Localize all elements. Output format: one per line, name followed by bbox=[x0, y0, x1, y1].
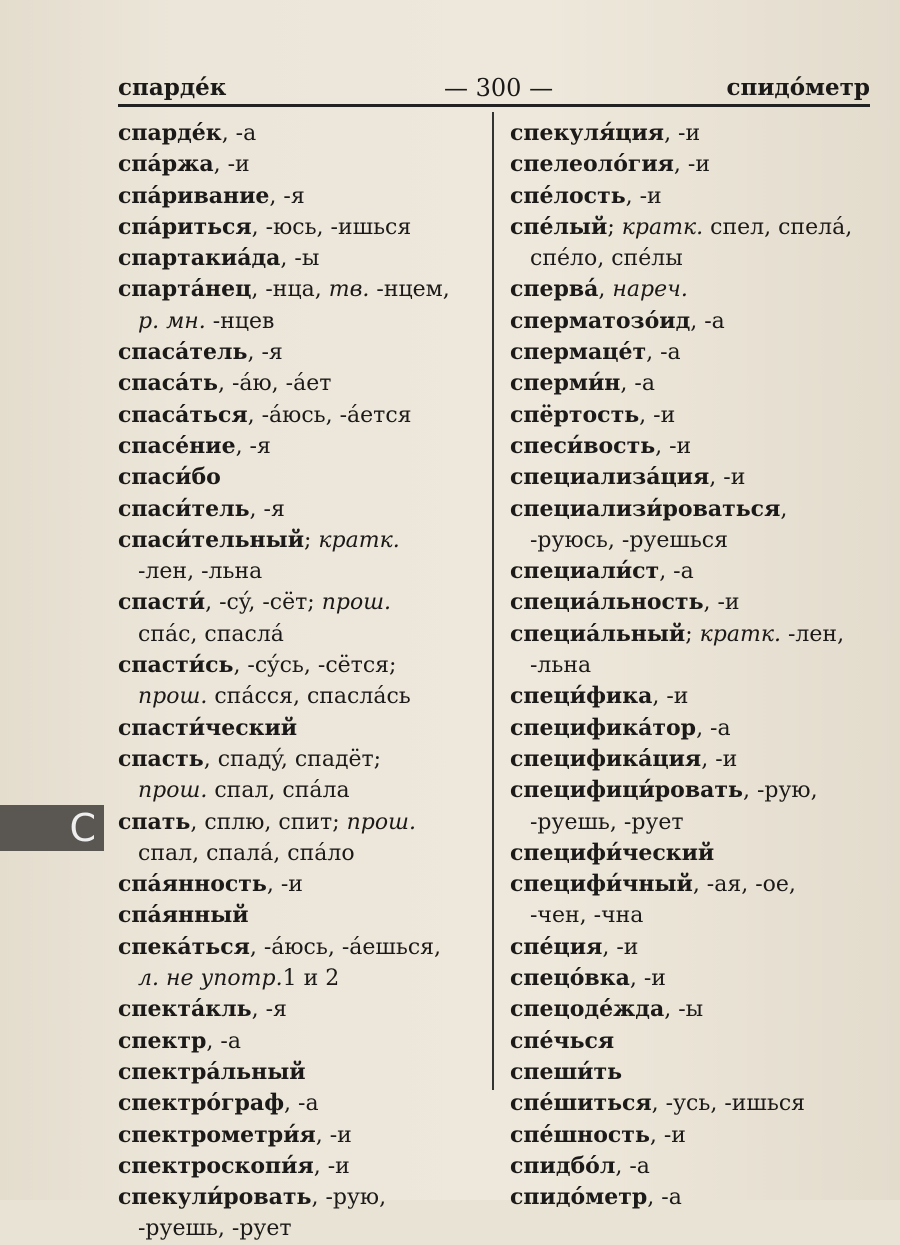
dictionary-entry bbox=[118, 181, 450, 212]
headword: спáржа bbox=[118, 151, 214, 178]
entry-grammar: , -áюсь, -áется bbox=[247, 402, 412, 428]
dictionary-entry bbox=[118, 1151, 450, 1182]
dictionary-entry bbox=[510, 1151, 852, 1182]
dictionary-entry bbox=[510, 181, 852, 212]
headword: спéшиться bbox=[510, 1090, 652, 1117]
entry-grammar: спал, спáла bbox=[207, 778, 350, 804]
dictionary-entry bbox=[510, 744, 852, 775]
entry-continuation bbox=[118, 838, 450, 869]
entry-grammar: , -а bbox=[647, 1185, 682, 1211]
dictionary-entry bbox=[118, 212, 450, 243]
header-first-word: спардéк bbox=[118, 74, 227, 101]
entry-label: тв. bbox=[328, 277, 370, 303]
entry-grammar: , сплю, спит; bbox=[190, 809, 347, 835]
entry-grammar: -нцем, bbox=[369, 277, 450, 303]
headword: спасти́сь bbox=[118, 652, 234, 679]
headword: спектрáльный bbox=[118, 1058, 306, 1085]
dictionary-entry bbox=[510, 869, 852, 900]
headword: специáльный bbox=[510, 620, 686, 647]
entry-grammar: , -а bbox=[690, 308, 725, 334]
headword: спéлый bbox=[510, 213, 608, 240]
entry-grammar: , -а bbox=[615, 1153, 650, 1179]
dictionary-entry bbox=[118, 274, 450, 305]
headword: спáриться bbox=[118, 213, 252, 240]
entry-grammar: , -я bbox=[247, 340, 283, 366]
dictionary-entry bbox=[510, 713, 852, 744]
dictionary-entry bbox=[118, 713, 450, 744]
headword: спеси́вость bbox=[510, 432, 656, 459]
dictionary-entry bbox=[118, 1057, 450, 1088]
dictionary-entry bbox=[118, 400, 450, 431]
headword: специáльность bbox=[510, 589, 704, 616]
entry-grammar: , -и bbox=[673, 152, 711, 178]
entry-continuation bbox=[118, 681, 450, 712]
headword: спеши́ть bbox=[510, 1058, 623, 1085]
dictionary-entry bbox=[510, 368, 852, 399]
entry-grammar: , -нца, bbox=[251, 277, 329, 303]
entry-grammar: , -ы bbox=[280, 246, 320, 272]
headword: спецодéжда bbox=[510, 996, 665, 1023]
entry-continuation bbox=[118, 556, 450, 587]
headword: сперми́н bbox=[510, 370, 621, 397]
entry-grammar: , -и bbox=[701, 746, 738, 772]
entry-grammar: , -усь, -ишься bbox=[651, 1091, 806, 1117]
headword: спасáть bbox=[118, 370, 218, 397]
entry-grammar: , -рую, bbox=[311, 1185, 387, 1211]
entry-grammar: , -я bbox=[235, 433, 271, 459]
dictionary-entry bbox=[510, 963, 852, 994]
headword: спецификáция bbox=[510, 745, 702, 772]
entry-grammar: , -и bbox=[266, 872, 303, 898]
entry-grammar: , -áюсь, -áешься, bbox=[249, 934, 442, 960]
right-column bbox=[510, 118, 852, 1213]
entry-label: прош. bbox=[346, 809, 416, 835]
entry-grammar: , -и bbox=[313, 1153, 350, 1179]
entry-grammar: , -а bbox=[284, 1091, 319, 1117]
dictionary-entry bbox=[510, 994, 852, 1025]
headword: спектроскопи́я bbox=[118, 1152, 314, 1179]
header-last-word: спидóметр bbox=[726, 74, 870, 101]
headword: спасть bbox=[118, 745, 204, 772]
entry-continuation bbox=[118, 1213, 450, 1244]
headword: спáянность bbox=[118, 871, 267, 898]
entry-grammar: ; bbox=[304, 527, 319, 553]
dictionary-entry bbox=[510, 118, 852, 149]
entry-continuation bbox=[118, 619, 450, 650]
entry-grammar: , -и bbox=[639, 402, 676, 428]
headword: спецификáтор bbox=[510, 714, 697, 741]
entry-continuation bbox=[118, 775, 450, 806]
dictionary-entry bbox=[118, 243, 450, 274]
dictionary-entry bbox=[510, 556, 852, 587]
headword: спекули́ровать bbox=[118, 1184, 312, 1211]
headword: спать bbox=[118, 808, 191, 835]
dictionary-entry bbox=[118, 462, 450, 493]
entry-grammar: спáс, спаслá bbox=[138, 621, 284, 647]
page-number: — 300 — bbox=[444, 74, 554, 102]
entry-continuation bbox=[510, 650, 852, 681]
dictionary-entry bbox=[118, 744, 450, 775]
headword: специфи́ческий bbox=[510, 839, 715, 866]
entry-continuation bbox=[510, 900, 852, 931]
dictionary-entry bbox=[118, 525, 450, 556]
headword: спасáтель bbox=[118, 339, 248, 366]
entry-continuation bbox=[118, 306, 450, 337]
left-column bbox=[118, 118, 450, 1245]
dictionary-entry bbox=[118, 587, 450, 618]
dictionary-entry bbox=[510, 932, 852, 963]
entry-grammar: , -и bbox=[625, 183, 662, 209]
entry-grammar: 1 и 2 bbox=[282, 966, 340, 992]
entry-grammar: -льна bbox=[530, 653, 592, 679]
dictionary-entry bbox=[118, 1088, 450, 1119]
dictionary-entry bbox=[510, 400, 852, 431]
headword: спелеолóгия bbox=[510, 151, 674, 178]
entry-grammar: , -и bbox=[652, 684, 689, 710]
entry-grammar: -чен, -чна bbox=[530, 903, 644, 929]
entry-grammar: -руешь, -рует bbox=[138, 1216, 292, 1242]
entry-grammar: -нцев bbox=[205, 308, 275, 334]
entry-grammar: , -я bbox=[269, 183, 305, 209]
headword: сперматозóид bbox=[510, 307, 691, 334]
entry-grammar: , bbox=[598, 277, 613, 303]
dictionary-entry bbox=[510, 494, 852, 525]
headword: спартáнец bbox=[118, 276, 252, 303]
dictionary-entry bbox=[118, 337, 450, 368]
headword: спаси́бо bbox=[118, 464, 221, 491]
headword: спасти́ bbox=[118, 589, 206, 616]
entry-grammar: , -а bbox=[659, 559, 694, 585]
entry-label: р. мн. bbox=[138, 308, 206, 334]
entry-grammar: , -а bbox=[206, 1028, 241, 1054]
entry-grammar: -лен, bbox=[781, 621, 845, 647]
dictionary-entry bbox=[510, 775, 852, 806]
entry-continuation bbox=[510, 807, 852, 838]
dictionary-entry bbox=[118, 494, 450, 525]
headword: спектр bbox=[118, 1027, 207, 1054]
entry-label: л. не употр. bbox=[138, 966, 283, 992]
entry-grammar: -лен, -льна bbox=[138, 559, 263, 585]
headword: специали́ст bbox=[510, 558, 660, 585]
entry-grammar: , bbox=[780, 496, 788, 522]
dictionary-entry bbox=[510, 149, 852, 180]
headword: спéлость bbox=[510, 182, 626, 209]
headword: спаси́тель bbox=[118, 495, 250, 522]
entry-grammar: ; bbox=[607, 214, 622, 240]
dictionary-entry bbox=[118, 869, 450, 900]
entry-grammar: ; bbox=[685, 621, 700, 647]
dictionary-entry bbox=[510, 462, 852, 493]
entry-grammar: , -а bbox=[221, 121, 257, 146]
dictionary-entry bbox=[510, 306, 852, 337]
entry-grammar: , -я bbox=[249, 496, 285, 522]
dictionary-entry bbox=[510, 838, 852, 869]
headword: спéция bbox=[510, 933, 603, 960]
dictionary-entry bbox=[510, 274, 852, 305]
entry-grammar: , -и bbox=[213, 152, 250, 178]
headword: специализи́роваться bbox=[510, 495, 781, 522]
entry-grammar: , -и bbox=[655, 433, 692, 459]
entry-grammar: , -и bbox=[602, 934, 639, 960]
header-rule bbox=[118, 104, 870, 107]
entry-grammar: , -и bbox=[709, 465, 746, 491]
dictionary-entry bbox=[118, 994, 450, 1025]
headword: спардéк bbox=[118, 120, 222, 146]
entry-grammar: спáсся, спаслáсь bbox=[207, 684, 411, 710]
headword: спасéние bbox=[118, 432, 236, 459]
headword: спекуля́ция bbox=[510, 120, 665, 146]
headword: спасáться bbox=[118, 401, 248, 428]
entry-continuation bbox=[510, 243, 852, 274]
headword: специфи́чный bbox=[510, 871, 693, 898]
entry-label: кратк. bbox=[621, 214, 704, 240]
entry-grammar: , -и bbox=[703, 590, 740, 616]
headword: спидóметр bbox=[510, 1184, 648, 1211]
headword: спецóвка bbox=[510, 965, 630, 992]
entry-label: нареч. bbox=[612, 277, 688, 303]
dictionary-entry bbox=[510, 1026, 852, 1057]
entry-grammar: , -а bbox=[646, 340, 681, 366]
entry-grammar: , -áю, -áет bbox=[217, 371, 332, 397]
headword: специализáция bbox=[510, 464, 710, 491]
column-divider bbox=[492, 112, 494, 1090]
entry-continuation bbox=[510, 525, 852, 556]
headword: спектрóграф bbox=[118, 1090, 285, 1117]
headword: спасти́ческий bbox=[118, 714, 298, 741]
dictionary-entry bbox=[510, 431, 852, 462]
headword: спермацéт bbox=[510, 339, 647, 366]
entry-grammar: , -и bbox=[649, 1122, 686, 1148]
entry-grammar: , -я bbox=[251, 997, 287, 1023]
dictionary-entry bbox=[118, 1026, 450, 1057]
entry-grammar: спéло, спéлы bbox=[530, 246, 683, 272]
headword: спéчься bbox=[510, 1027, 615, 1054]
headword: спаси́тельный bbox=[118, 526, 305, 553]
dictionary-entry bbox=[118, 431, 450, 462]
headword: сперва́ bbox=[510, 276, 599, 303]
headword: спектрометри́я bbox=[118, 1121, 316, 1148]
entry-grammar: , -а bbox=[620, 371, 655, 397]
entry-grammar: , -и bbox=[664, 121, 701, 146]
entry-grammar: , -ая, -ое, bbox=[692, 872, 796, 898]
headword: спáянный bbox=[118, 902, 249, 929]
entry-label: прош. bbox=[138, 778, 208, 804]
dictionary-entry bbox=[118, 900, 450, 931]
headword: спéшность bbox=[510, 1121, 650, 1148]
dictionary-entry bbox=[118, 807, 450, 838]
dictionary-entry bbox=[118, 932, 450, 963]
dictionary-entry bbox=[118, 118, 450, 149]
dictionary-entry bbox=[510, 1088, 852, 1119]
dictionary-entry bbox=[118, 149, 450, 180]
dictionary-entry bbox=[510, 337, 852, 368]
headword: спидбóл bbox=[510, 1152, 616, 1179]
headword: спáривание bbox=[118, 182, 270, 209]
dictionary-entry bbox=[510, 1057, 852, 1088]
entry-grammar: спел, спелá, bbox=[703, 214, 853, 240]
entry-grammar: -руюсь, -руешься bbox=[530, 527, 729, 553]
dictionary-entry bbox=[510, 619, 852, 650]
dictionary-entry bbox=[118, 1120, 450, 1151]
entry-label: кратк. bbox=[318, 527, 400, 553]
entry-grammar: , -ы bbox=[664, 997, 704, 1023]
entry-grammar: , -а bbox=[696, 715, 731, 741]
entry-grammar: , -и bbox=[315, 1122, 352, 1148]
dictionary-entry bbox=[118, 368, 450, 399]
entry-label: кратк. bbox=[699, 621, 781, 647]
entry-grammar: , -юсь, -ишься bbox=[251, 214, 412, 240]
entry-grammar: спал, спалá, спáло bbox=[138, 840, 355, 866]
dictionary-entry bbox=[118, 1182, 450, 1213]
dictionary-entry bbox=[510, 212, 852, 243]
headword: спёртость bbox=[510, 401, 640, 428]
entry-grammar: , -рую, bbox=[742, 778, 818, 804]
entry-grammar: , -сý, -сёт; bbox=[205, 590, 322, 616]
dictionary-entry bbox=[118, 650, 450, 681]
headword: спартакиáда bbox=[118, 245, 281, 272]
dictionary-entry bbox=[510, 1120, 852, 1151]
headword: спекáться bbox=[118, 933, 250, 960]
entry-label: прош. bbox=[321, 590, 392, 616]
headword: спектáкль bbox=[118, 996, 252, 1023]
headword: специфици́ровать bbox=[510, 777, 743, 804]
dictionary-entry bbox=[510, 681, 852, 712]
entry-grammar: , -и bbox=[629, 966, 666, 992]
headword: специ́фика bbox=[510, 683, 653, 710]
running-header bbox=[118, 72, 870, 108]
entry-grammar: -руешь, -рует bbox=[530, 809, 684, 835]
entry-continuation bbox=[118, 963, 450, 994]
dictionary-entry bbox=[510, 1182, 852, 1213]
section-letter-tab: С bbox=[0, 805, 104, 851]
entry-grammar: , -сýсь, -сётся; bbox=[233, 653, 397, 679]
entry-label: прош. bbox=[138, 684, 208, 710]
entry-grammar: , спадý, спадёт; bbox=[203, 746, 382, 772]
dictionary-entry bbox=[510, 587, 852, 618]
